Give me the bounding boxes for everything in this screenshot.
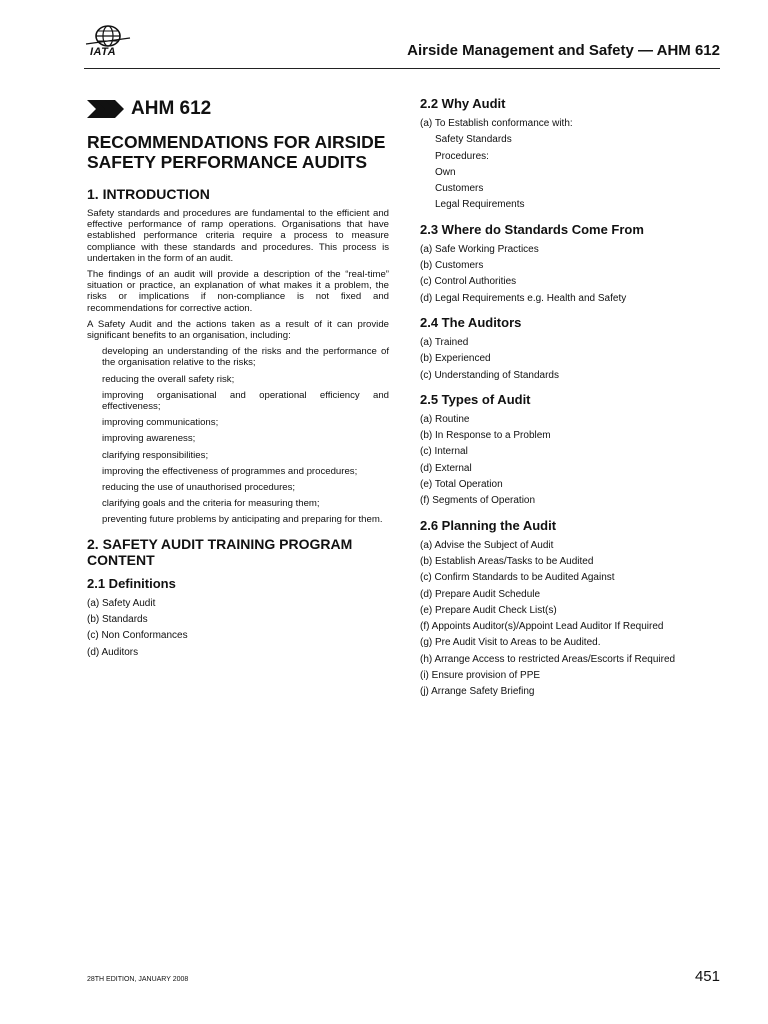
- list-item: (c) Confirm Standards to be Audited Against: [420, 572, 615, 584]
- list-item: Legal Requirements: [435, 199, 525, 211]
- list-item: clarifying responsibilities;: [102, 449, 209, 461]
- list-item: Safety Standards: [435, 134, 512, 146]
- why-audit-list: [420, 116, 720, 214]
- list-item: (b) In Response to a Problem: [420, 430, 551, 442]
- list-item: (h) Arrange Access to restricted Areas/Escorts if Required: [420, 653, 676, 665]
- section-2-4-heading: 2.4 The Auditors: [420, 314, 522, 330]
- intro-paragraph-2: The findings of an audit will provide a description of the “real-time” situation or practice, an explanation of what makes it a problem, the risks or implications if non-compliance is not fixed and recommendations for corrective action.: [87, 269, 389, 314]
- section-2-2-heading: 2.2 Why Audit: [420, 96, 506, 111]
- ahm-tag: [87, 98, 389, 120]
- list-item: (c) Internal: [420, 446, 468, 458]
- list-item: (d) External: [420, 462, 472, 474]
- planning-list: [420, 538, 720, 701]
- list-item: (f) Segments of Operation: [420, 495, 536, 507]
- standards-source-list: [420, 242, 720, 307]
- list-item: developing an understanding of the risks and the performance of the organisation relative to the risks;: [102, 346, 389, 369]
- list-item: (a) To Establish conformance with:: [420, 118, 573, 129]
- page-number: 451: [694, 968, 720, 985]
- ahm-number: AHM 612: [131, 98, 212, 119]
- audit-types-list: [420, 412, 720, 510]
- section-2-3-heading: 2.3 Where do Standards Come From: [420, 221, 644, 237]
- list-item: (e) Total Operation: [420, 479, 503, 491]
- section-2-6-heading: 2.6 Planning the Audit: [420, 517, 557, 533]
- section-2-1-heading: 2.1 Definitions: [87, 575, 176, 591]
- auditors-list: [420, 335, 720, 384]
- list-item: (b) Customers: [420, 260, 484, 272]
- intro-paragraph-3: A Safety Audit and the actions taken as a result of it can provide significant benefits to an organisation, including:: [87, 318, 389, 342]
- list-item: (d) Legal Requirements e.g. Health and Safety: [420, 292, 627, 304]
- header-divider: [84, 68, 720, 69]
- list-item: reducing the use of unauthorised procedures;: [102, 482, 296, 494]
- list-item: (a) Advise the Subject of Audit: [420, 539, 554, 551]
- list-item: preventing future problems by anticipating and preparing for them.: [102, 514, 383, 526]
- list-item: (a) Safety Audit: [87, 597, 156, 609]
- document-title: RECOMMENDATIONS FOR AIRSIDE SAFETY PERFORMANCE AUDITS: [87, 132, 386, 172]
- iata-logo-text: IATA: [90, 46, 117, 58]
- list-item: (a) Trained: [420, 336, 469, 348]
- list-item: (i) Ensure provision of PPE: [420, 670, 541, 682]
- list-item: improving organisational and operational efficiency and effectiveness;: [102, 389, 389, 413]
- right-column: [420, 96, 720, 709]
- list-item: (b) Standards: [87, 613, 148, 625]
- list-item: (b) Experienced: [420, 353, 491, 365]
- list-item: Customers: [435, 183, 484, 195]
- list-item: (c) Control Authorities: [420, 276, 517, 288]
- list-item: (g) Pre Audit Visit to Areas to be Audited.: [420, 637, 601, 649]
- list-item: (c) Non Conformances: [87, 630, 188, 642]
- section-2-5-heading: 2.5 Types of Audit: [420, 391, 531, 407]
- left-column: [87, 96, 389, 669]
- list-item: (d) Prepare Audit Schedule: [420, 588, 541, 600]
- list-item: (d) Auditors: [87, 646, 139, 658]
- list-item: clarifying goals and the criteria for measuring them;: [102, 498, 320, 510]
- section-1-heading: 1. INTRODUCTION: [87, 186, 210, 202]
- triple-chevron-icon: [87, 98, 125, 120]
- list-item: improving the effectiveness of programmes and procedures;: [102, 465, 358, 477]
- edition-footer: 28TH EDITION, JANUARY 2008: [87, 976, 189, 983]
- list-item: (e) Prepare Audit Check List(s): [420, 604, 557, 616]
- benefits-list: [102, 346, 389, 525]
- list-item: (c) Understanding of Standards: [420, 369, 559, 381]
- section-2-heading: 2. SAFETY AUDIT TRAINING PROGRAM CONTENT: [87, 535, 353, 568]
- list-item: improving communications;: [102, 417, 219, 429]
- running-header-title: Airside Management and Safety — AHM 612: [407, 42, 720, 59]
- definitions-list: [87, 596, 389, 661]
- list-item: Own: [435, 166, 456, 178]
- list-item: (a) Routine: [420, 413, 470, 425]
- list-item: (f) Appoints Auditor(s)/Appoint Lead Auditor If Required: [420, 621, 664, 633]
- list-item: (a) Safe Working Practices: [420, 243, 539, 255]
- list-item: reducing the overall safety risk;: [102, 373, 235, 385]
- intro-paragraph-1: Safety standards and procedures are fundamental to the efficient and effective performance of ramp operations. Organisations that have established performance criteria require a process to measure compliance with these standards and procedures. This process is undertaken in the form of an audit.: [87, 208, 389, 264]
- list-item: (b) Establish Areas/Tasks to be Audited: [420, 555, 594, 567]
- list-item: (j) Arrange Safety Briefing: [420, 686, 535, 698]
- list-item: Procedures:: [435, 150, 489, 162]
- list-item: improving awareness;: [102, 433, 196, 445]
